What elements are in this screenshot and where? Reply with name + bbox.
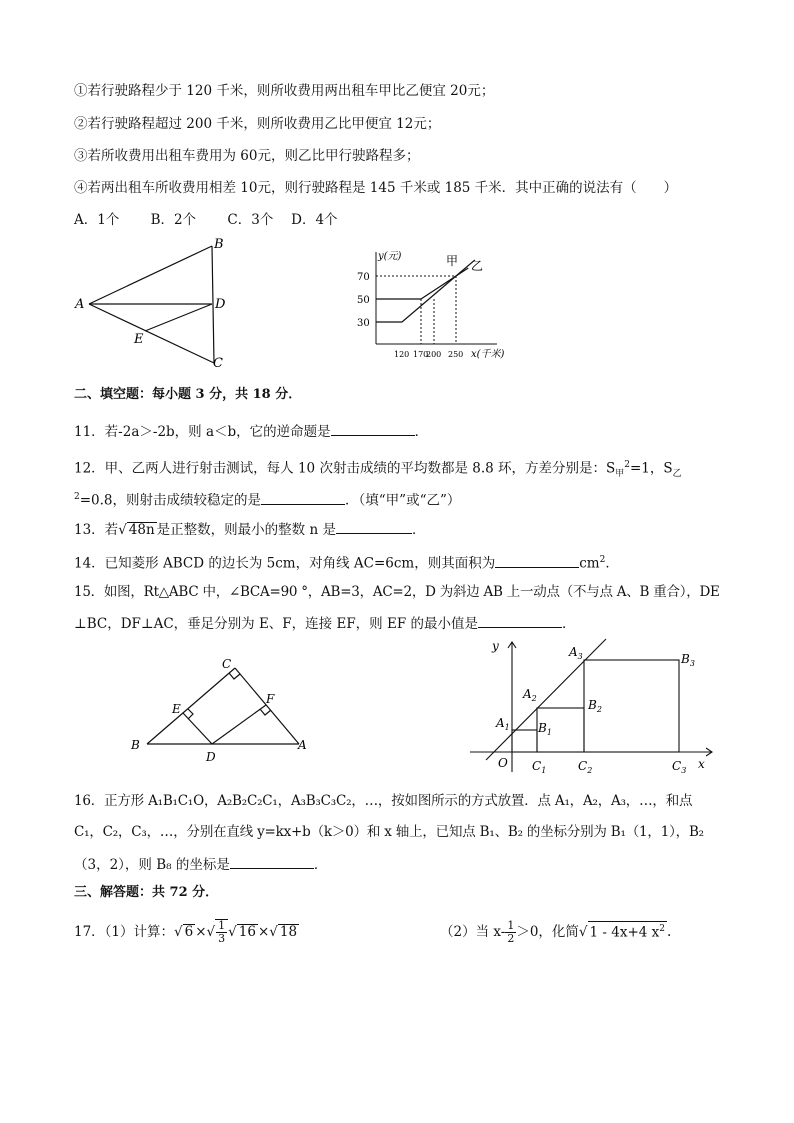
q17-frac-num: 1 xyxy=(218,919,226,932)
q10-statement-1: ①若行驶路程少于 120 千米，则所收费用两出租车甲比乙便宜 20元； xyxy=(74,83,495,99)
q14-end: ． xyxy=(605,555,619,572)
q15-text-2: ⊥BC，DF⊥AC，垂足分别为 E、F，连接 EF，则 EF 的最小值是 xyxy=(74,616,478,632)
x-axis-label: x(千米) xyxy=(471,349,505,360)
q11-end: ． xyxy=(414,424,429,440)
q16-text-3: （3，2），则 B₈ 的坐标是 xyxy=(74,857,230,873)
label-E: E xyxy=(172,702,181,716)
q12-text-1: 12．甲、乙两人进行射击测试，每人 10 次射击成绩的平均数都是 8.8 环，方差分别是：S xyxy=(74,460,616,477)
q12-sub-jia: 甲 xyxy=(615,469,625,480)
q13-answer-blank xyxy=(336,520,412,534)
q15-line-2 xyxy=(74,614,576,633)
q12-text-mid: =1，S xyxy=(630,460,673,477)
q17-rad-6: 6 xyxy=(184,924,194,940)
q17-part1-text: 17．（1）计算： xyxy=(74,924,175,940)
origin-label: O xyxy=(498,756,508,770)
q17-rad-expr xyxy=(588,921,667,941)
q12-end: ．（填“甲”或“乙”） xyxy=(345,492,461,509)
squares-figure xyxy=(466,636,718,776)
q17-part2b-text: ＞0，化简 xyxy=(516,924,579,940)
q17-frac-den: 3 xyxy=(218,932,226,945)
q12-text-2: =0.8，则射击成绩较稳定的是 xyxy=(79,492,262,509)
label-F: F xyxy=(266,692,275,706)
q17-part-2: （2）当 x- $\frac{1}{2}$ ＞0，化简√ 1 - 4x+4 $x^2$ . xyxy=(440,919,672,945)
label-C1: $C_1$ xyxy=(532,759,547,775)
label-C3: $C_3$ xyxy=(672,759,687,775)
q17-rad-expr-text: 1 - 4x+4 x xyxy=(589,924,660,940)
triangle-figure xyxy=(70,236,240,372)
label-A1: $A_1$ xyxy=(496,716,510,732)
label-C: C xyxy=(222,657,232,671)
q11-text: 11．若-2a＞-2b，则 a＜b，它的逆命题是 xyxy=(74,424,331,440)
q13-post: 是正整数，则最小的整数 n 是 xyxy=(156,522,336,538)
q15-line-1: 15．如图，Rt△ABC 中，∠BCA=90 °，AB=3，AC=2，D 为斜边 AB 上一动点（不与点 A、B 重合），DE xyxy=(74,584,720,600)
q14-unit: cm xyxy=(579,555,600,572)
fare-chart xyxy=(352,244,522,366)
q16-line-3 xyxy=(74,855,327,874)
q15-answer-blank xyxy=(478,614,562,628)
x-axis-label: x xyxy=(698,757,705,771)
label-B3: $B_3$ xyxy=(681,652,695,668)
q10-statement-3: ③若所收费用出租车费用为 60元，则乙比甲行驶路程多； xyxy=(74,148,420,164)
q12-sup-2: 2 xyxy=(74,492,80,502)
q17-frac2-den: 2 xyxy=(507,932,515,945)
q13-pre: 13．若 xyxy=(74,522,119,538)
label-A3: $A_3$ xyxy=(569,645,583,661)
q13-end: ． xyxy=(411,522,426,538)
q15-end: ． xyxy=(562,616,576,632)
q14-sup: 2 xyxy=(599,555,606,565)
series-label-yi: 乙 xyxy=(471,259,484,273)
q12-line-2 xyxy=(74,488,460,510)
label-E: E xyxy=(134,332,144,347)
q12-line-1 xyxy=(74,456,682,483)
section-3-heading: 三、解答题：共 72 分． xyxy=(74,885,219,900)
q17-rad-16: 16 xyxy=(238,924,256,940)
q14-answer-blank xyxy=(495,554,579,568)
label-C2: $C_2$ xyxy=(578,759,593,775)
q16-answer-blank xyxy=(230,855,314,869)
q16-end: ． xyxy=(313,857,328,873)
y-tick-label-30: 30 xyxy=(357,318,370,329)
label-C: C xyxy=(213,356,223,371)
y-tick-label-50: 50 xyxy=(357,295,370,306)
q17-rad-frac xyxy=(215,919,228,945)
section-2-heading: 二、填空题：每小题 3 分，共 18 分． xyxy=(74,387,302,402)
q12-sub-yi: 乙 xyxy=(672,469,682,480)
label-D: D xyxy=(206,750,216,764)
q10-options: A．1个 B．2个 C．3个 D．4个 xyxy=(74,212,338,228)
q14 xyxy=(74,551,619,573)
x-tick-label-120: 120 xyxy=(394,350,410,359)
q11 xyxy=(74,422,428,441)
label-D: D xyxy=(215,297,226,312)
q11-answer-blank xyxy=(331,422,415,436)
q17-rad-18: 18 xyxy=(279,924,298,940)
q17-sup: 2 xyxy=(659,923,666,934)
label-B2: $B_2$ xyxy=(588,698,602,714)
q13-radicand: 48n xyxy=(128,522,155,538)
x-tick-label-250: 250 xyxy=(448,350,464,359)
label-A2: $A_2$ xyxy=(523,687,537,703)
y-axis-label: y(元) xyxy=(378,251,402,262)
q13: 13．若√ 48n 是正整数，则最小的整数 n 是 ． xyxy=(74,522,426,538)
q14-text: 14．已知菱形 ABCD 的边长为 5cm，对角线 AC=6cm，则其面积为 xyxy=(74,555,496,572)
q17-end: . xyxy=(667,924,672,940)
y-tick-label-70: 70 xyxy=(357,272,370,283)
q17-part-1: 17．（1）计算：√ 6 ×√ $\frac{1}{3}$ √ 16 ×√ 18 xyxy=(74,919,298,945)
q10-statement-2: ②若行驶路程超过 200 千米，则所收费用乙比甲便宜 12元； xyxy=(74,116,441,132)
q16-line-1: 16．正方形 A₁B₁C₁O，A₂B₂C₂C₁，A₃B₃C₃C₂，…，按如图所示的方式放置．点 A₁，A₂，A₃，…，和点 xyxy=(74,793,693,809)
q17-frac2-num: 1 xyxy=(507,919,515,932)
x-tick-label-200: 200 xyxy=(426,350,442,359)
series-line-1 xyxy=(376,268,468,299)
label-B: B xyxy=(214,237,224,252)
q12-sup-1: 2 xyxy=(624,460,630,470)
label-A: A xyxy=(75,297,85,312)
label-B: B xyxy=(131,738,140,752)
series-line-0 xyxy=(376,260,475,322)
q10-statement-4: ④若两出租车所收费用相差 10元，则行驶路程是 145 千米或 185 千米．其中正确的说法有（ ） xyxy=(74,180,678,196)
label-A: A xyxy=(298,738,307,752)
q17-part2-text: （2）当 x- xyxy=(440,924,506,940)
q12-answer-blank xyxy=(261,491,345,505)
q16-line-2: C₁，C₂，C₃，…，分别在直线 y=kx+b（k＞0）和 x 轴上，已知点 B₁、B₂ 的坐标分别为 B₁（1，1），B₂ xyxy=(74,824,704,840)
x-tick-label-170: 170 xyxy=(413,350,429,359)
label-B1: $B_1$ xyxy=(538,721,552,737)
series-label-jia: 甲 xyxy=(446,254,459,268)
y-axis-label: y xyxy=(492,639,499,653)
rt-triangle-figure xyxy=(125,652,315,768)
